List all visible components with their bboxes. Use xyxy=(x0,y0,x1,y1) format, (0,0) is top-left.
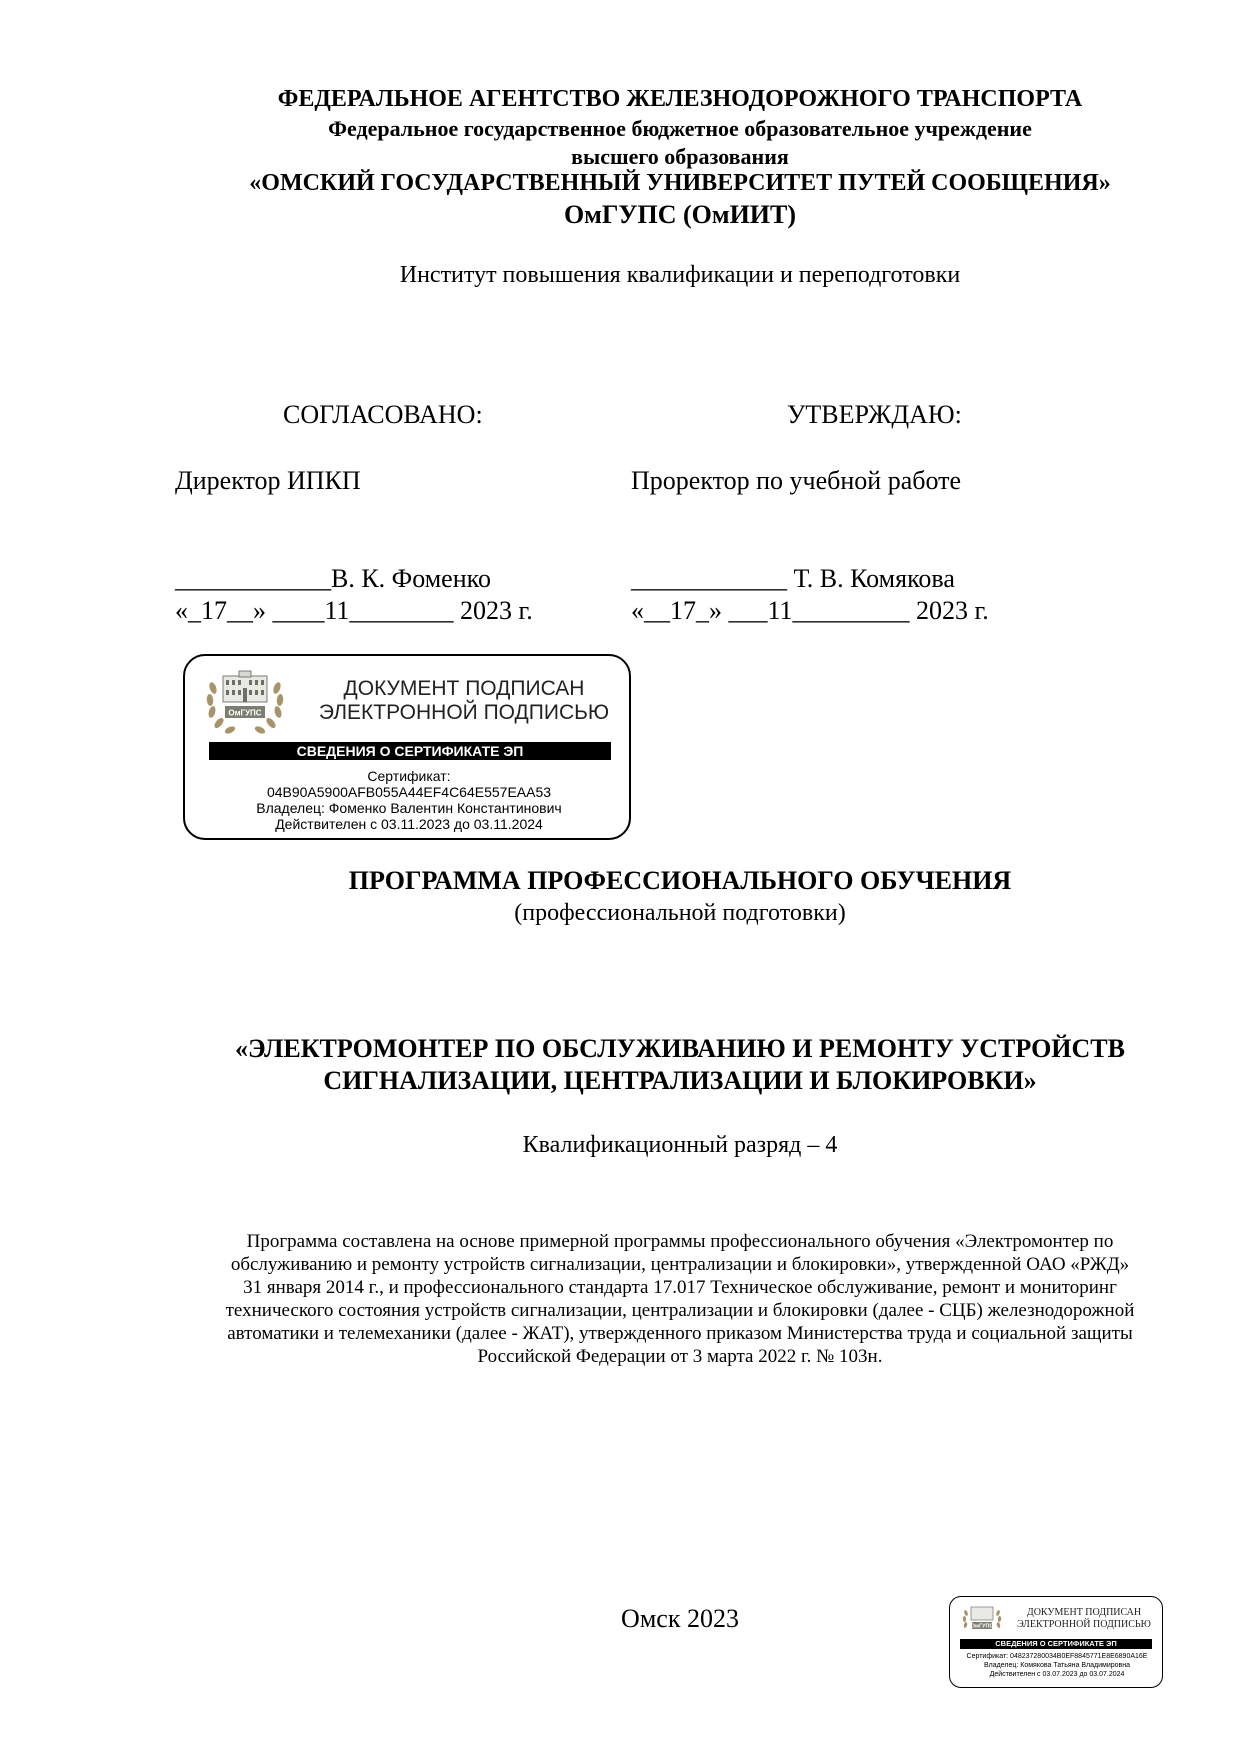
basis-line: обслуживанию и ремонту устройств сигнализации, централизации и блокировки», утвержденной ОАО «РЖД» xyxy=(230,1254,1130,1275)
stamp-validity: Действителен с 03.11.2023 до 03.11.2024 xyxy=(275,816,543,832)
small-stamp-title-line-1: ДОКУМЕНТ ПОДПИСАН xyxy=(1026,1607,1142,1618)
seal-small-logo-text: ОмГУПС xyxy=(970,1623,994,1630)
program-name-line-1: «ЭЛЕКТРОМОНТЕР ПО ОБСЛУЖИВАНИЮ И РЕМОНТУ УСТРОЙСТВ xyxy=(234,1034,1125,1063)
stamp-owner: Владелец: Фоменко Валентин Константинович xyxy=(256,800,562,816)
agency-title: ФЕДЕРАЛЬНОЕ АГЕНТСТВО ЖЕЛЕЗНОДОРОЖНОГО ТРАНСПОРТА xyxy=(277,86,1083,112)
university-seal-small-icon xyxy=(960,1602,1004,1638)
city-year: Омск 2023 xyxy=(621,1604,739,1633)
left-signature-line: ____________В. К. Фоменко xyxy=(175,564,491,593)
small-stamp-title-line-2: ЭЛЕКТРОННОЙ ПОДПИСЬЮ xyxy=(1017,1619,1151,1630)
basis-line: технического состояния устройств сигнализации, централизации и блокировки (далее - СЦБ) железнодорожной xyxy=(225,1300,1135,1321)
university-seal-icon xyxy=(203,666,287,738)
basis-line: автоматики и телемеханики (далее - ЖАТ), утвержденного приказом Министерства труда и социальной защиты xyxy=(227,1323,1133,1344)
stamp-title-line-1: ДОКУМЕНТ ПОДПИСАН xyxy=(343,677,585,700)
institute-name: Институт повышения квалификации и переподготовки xyxy=(399,262,961,288)
basis-paragraph xyxy=(170,1230,1190,1368)
e-signature-stamp xyxy=(183,654,631,840)
university-abbreviation: ОмГУПС (ОмИИТ) xyxy=(563,200,797,229)
institution-type-line-2: высшего образования xyxy=(571,144,789,169)
basis-line: Программа составлена на основе примерной программы профессионального обучения «Электромонтер по xyxy=(246,1231,1114,1252)
agreed-heading: СОГЛАСОВАНО: xyxy=(283,400,483,429)
basis-line: 31 января 2014 г., и профессионального стандарта 17.017 Техническое обслуживание, ремонт и мониторинг xyxy=(243,1277,1117,1298)
small-stamp-owner: Владелец: Комякова Татьяна Владимировна xyxy=(983,1662,1131,1669)
right-date-line: «__17_» ___11_________ 2023 г. xyxy=(631,596,989,625)
program-name-line-2: СИГНАЛИЗАЦИИ, ЦЕНТРАЛИЗАЦИИ И БЛОКИРОВКИ» xyxy=(323,1066,1037,1095)
right-position: Проректор по учебной работе xyxy=(631,466,962,495)
university-name: «ОМСКИЙ ГОСУДАРСТВЕННЫЙ УНИВЕРСИТЕТ ПУТЕЙ СООБЩЕНИЯ» xyxy=(249,170,1111,196)
right-signature-line: ____________ Т. В. Комякова xyxy=(631,564,955,593)
program-subtitle: (профессиональной подготовки) xyxy=(514,900,846,926)
small-stamp-validity: Действителен с 03.07.2023 до 03.07.2024 xyxy=(989,1671,1125,1678)
stamp-title-line-2: ЭЛЕКТРОННОЙ ПОДПИСЬЮ xyxy=(318,701,610,724)
qualification-level: Квалификационный разряд – 4 xyxy=(522,1132,838,1158)
basis-line: Российской Федерации от 3 марта 2022 г. № 103н. xyxy=(477,1346,883,1367)
small-stamp-cert: Сертификат: 048237280034B0EF8845771E8E6890A16E xyxy=(966,1653,1148,1660)
seal-logo-text: ОмГУПС xyxy=(228,708,262,718)
stamp-cert-info-bar: СВЕДЕНИЯ О СЕРТИФИКАТЕ ЭП xyxy=(209,742,611,760)
left-date-line: «_17__» ____11________ 2023 г. xyxy=(175,596,533,625)
e-signature-stamp-small xyxy=(949,1596,1163,1688)
institution-type-line-1: Федеральное государственное бюджетное образовательное учреждение xyxy=(328,116,1032,141)
stamp-cert-number: 04B90A5900AFB055A44EF4C64E557EAA53 xyxy=(266,784,552,800)
stamp-cert-label: Сертификат: xyxy=(367,768,451,784)
small-stamp-cert-info-bar: СВЕДЕНИЯ О СЕРТИФИКАТЕ ЭП xyxy=(960,1639,1152,1649)
left-position: Директор ИПКП xyxy=(175,466,361,495)
program-title: ПРОГРАММА ПРОФЕССИОНАЛЬНОГО ОБУЧЕНИЯ xyxy=(348,866,1012,895)
approve-heading: УТВЕРЖДАЮ: xyxy=(787,400,962,429)
